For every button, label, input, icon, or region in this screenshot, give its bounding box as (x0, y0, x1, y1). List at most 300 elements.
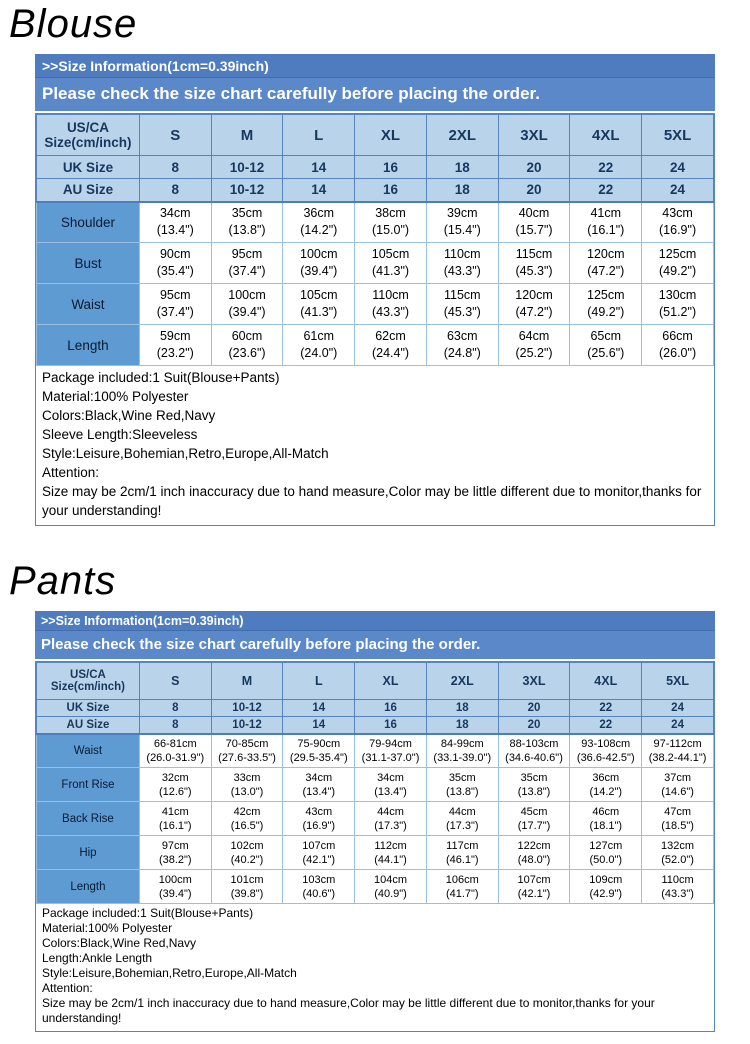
size-column-header: 3XL (498, 115, 570, 156)
cm-value: 110cm (661, 873, 694, 886)
inch-value: (42.1") (302, 853, 336, 866)
region-size-value: 24 (642, 717, 714, 734)
inch-value: (17.7") (517, 819, 551, 832)
inch-value: (45.3") (443, 305, 481, 319)
region-size-value: 16 (355, 156, 427, 179)
note-line: Package included:1 Suit(Blouse+Pants) (42, 370, 280, 385)
cm-value: 115cm (443, 288, 481, 302)
inch-value: (39.4") (158, 887, 192, 900)
size-column-header: 5XL (642, 115, 714, 156)
region-size-value: 8 (139, 700, 211, 717)
region-size-row (37, 717, 714, 734)
inch-value: (40.2") (230, 853, 264, 866)
measurement-cell (426, 734, 498, 768)
cm-value: 104cm (374, 873, 408, 886)
measurement-label: Shoulder (37, 202, 140, 243)
measurement-row (37, 202, 714, 243)
cm-value: 70-85cm (225, 737, 269, 750)
region-size-row (37, 179, 714, 202)
cm-value: 100cm (158, 873, 192, 886)
size-column-header: M (211, 115, 283, 156)
inch-value: (37.4") (228, 264, 266, 278)
region-size-value: 14 (283, 717, 355, 734)
region-size-value: 14 (283, 156, 355, 179)
inch-value: (13.4") (302, 785, 336, 798)
measurement-cell (498, 243, 570, 284)
cm-value: 100cm (228, 288, 266, 302)
size-column-header: S (139, 115, 211, 156)
inch-value: (43.3") (443, 264, 481, 278)
inch-value: (40.9") (374, 887, 407, 900)
cm-value: 117cm (446, 839, 479, 852)
size-notice-line: Please check the size chart carefully before placing the order. (35, 631, 715, 659)
inch-value: (37.4") (156, 305, 194, 319)
inch-value: (18.5") (661, 819, 694, 832)
cm-value: 33cm (233, 771, 261, 784)
measurement-cell (355, 202, 427, 243)
inch-value: (13.4") (156, 223, 194, 238)
region-size-value: 22 (570, 717, 642, 734)
inch-value: (23.2") (156, 346, 194, 360)
region-size-value: 24 (642, 156, 714, 179)
cm-value: 120cm (587, 247, 625, 261)
measurement-cell (570, 202, 642, 243)
measurement-cell (570, 243, 642, 284)
measurement-cell (426, 870, 498, 904)
measurement-cell (426, 284, 498, 325)
corner-line-1: US/CA (70, 669, 106, 681)
pants-title: Pants (9, 559, 117, 603)
size-info-line: >>Size Information(1cm=0.39inch) (35, 611, 715, 631)
inch-value: (49.2") (587, 305, 625, 319)
inch-value: (24.8") (443, 346, 481, 360)
inch-value: (16.5") (230, 819, 264, 832)
region-size-value: 22 (570, 179, 642, 202)
region-size-value: 8 (139, 717, 211, 734)
region-size-value: 8 (139, 156, 211, 179)
measurement-cell (426, 836, 498, 870)
cm-value: 37cm (664, 771, 692, 784)
measurement-cell (426, 202, 498, 243)
measurement-row (37, 768, 714, 802)
cm-value: 127cm (589, 839, 623, 852)
cm-value: 100cm (300, 247, 338, 261)
measurement-cell (283, 802, 355, 836)
cm-value: 122cm (517, 839, 551, 852)
cm-value: 39cm (446, 206, 478, 221)
inch-value: (27.6-33.5") (218, 751, 276, 764)
cm-value: 63cm (446, 329, 478, 343)
region-size-value: 14 (283, 179, 355, 202)
size-column-header: 4XL (570, 115, 642, 156)
cm-value: 112cm (374, 839, 407, 852)
measurement-label: Hip (37, 836, 140, 870)
cm-value: 43cm (662, 206, 693, 221)
cm-value: 110cm (443, 247, 481, 261)
measurement-cell (139, 284, 211, 325)
pants-size-table (36, 662, 714, 904)
cm-value: 90cm (159, 247, 191, 261)
measurement-row (37, 734, 714, 768)
inch-value: (41.7") (445, 887, 479, 900)
measurement-cell (426, 325, 498, 366)
measurement-cell (283, 284, 355, 325)
cm-value: 38cm (375, 206, 406, 221)
measurement-cell (139, 836, 211, 870)
measurement-cell (642, 802, 714, 836)
inch-value: (38.2") (158, 853, 192, 866)
note-line: Size may be 2cm/1 inch inaccuracy due to hand measure,Color may be little different due to monitor,thanks for your understanding! (42, 484, 702, 518)
cm-value: 103cm (302, 873, 336, 886)
measurement-cell (498, 836, 570, 870)
pants-section (0, 559, 750, 1044)
inch-value: (23.6") (228, 346, 266, 360)
cm-value: 97-112cm (653, 737, 702, 750)
measurement-cell (642, 836, 714, 870)
measurement-cell (355, 734, 427, 768)
cm-value: 40cm (518, 206, 550, 221)
measurement-cell (642, 870, 714, 904)
region-size-value: 20 (498, 717, 570, 734)
table-body (37, 734, 714, 904)
measurement-cell (211, 836, 283, 870)
cm-value: 65cm (590, 329, 622, 343)
measurement-cell (139, 325, 211, 366)
size-column-header: 2XL (426, 115, 498, 156)
cm-value: 59cm (159, 329, 191, 343)
measurement-row (37, 325, 714, 366)
measurement-cell (355, 243, 427, 284)
inch-value: (41.3") (371, 264, 410, 278)
inch-value: (48.0") (517, 853, 551, 866)
region-size-value: 18 (426, 156, 498, 179)
note-line: Material:100% Polyester (42, 921, 173, 935)
inch-value: (13.4") (374, 785, 407, 798)
inch-value: (52.0") (661, 853, 694, 866)
cm-value: 36cm (592, 771, 620, 784)
blouse-notes (36, 366, 714, 525)
region-size-value: 24 (642, 700, 714, 717)
cm-value: 35cm (231, 206, 263, 221)
inch-value: (41.3") (300, 305, 338, 319)
inch-value: (47.2") (587, 264, 625, 278)
region-size-value: 10-12 (211, 179, 283, 202)
region-size-value: 8 (139, 179, 211, 202)
inch-value: (12.6") (158, 785, 192, 798)
region-size-label: AU Size (37, 179, 140, 202)
cm-value: 110cm (372, 288, 409, 302)
measurement-cell (570, 836, 642, 870)
note-line: Sleeve Length:Sleeveless (42, 427, 198, 442)
measurement-cell (498, 325, 570, 366)
table-header (37, 663, 714, 734)
measurement-cell (498, 284, 570, 325)
cm-value: 36cm (303, 206, 335, 221)
size-column-header: 5XL (642, 663, 714, 700)
cm-value: 107cm (517, 873, 551, 886)
measurement-cell (642, 202, 714, 243)
size-header-row (37, 115, 714, 156)
inch-value: (39.4") (228, 305, 266, 319)
corner-cell (37, 663, 140, 700)
cm-value: 66cm (662, 329, 693, 343)
measurement-cell (139, 734, 211, 768)
cm-value: 46cm (592, 805, 620, 818)
inch-value: (43.3") (371, 305, 410, 319)
measurement-cell (355, 284, 427, 325)
measurement-cell (139, 202, 211, 243)
blouse-size-table (36, 114, 714, 366)
cm-value: 84-99cm (440, 737, 484, 750)
inch-value: (17.3") (445, 819, 479, 832)
size-column-header: M (211, 663, 283, 700)
size-column-header: 3XL (498, 663, 570, 700)
measurement-label: Bust (37, 243, 140, 284)
inch-value: (14.2") (300, 223, 338, 238)
measurement-cell (570, 870, 642, 904)
inch-value: (31.1-37.0") (361, 751, 420, 764)
cm-value: 105cm (300, 288, 338, 302)
inch-value: (13.0") (230, 785, 264, 798)
corner-line-1: US/CA (66, 120, 109, 135)
note-line: Style:Leisure,Bohemian,Retro,Europe,All-Match (42, 966, 297, 980)
inch-value: (18.1") (589, 819, 623, 832)
size-header-row (37, 663, 714, 700)
measurement-row (37, 836, 714, 870)
measurement-cell (283, 734, 355, 768)
cm-value: 93-108cm (581, 737, 631, 750)
measurement-cell (283, 836, 355, 870)
region-size-value: 18 (426, 717, 498, 734)
inch-value: (38.2-44.1") (648, 751, 707, 764)
inch-value: (16.9") (302, 819, 336, 832)
size-column-header: 2XL (426, 663, 498, 700)
measurement-cell (283, 202, 355, 243)
inch-value: (29.5-35.4") (289, 751, 348, 764)
cm-value: 107cm (302, 839, 336, 852)
cm-value: 61cm (303, 329, 335, 343)
note-line: Attention: (42, 465, 100, 480)
measurement-cell (498, 870, 570, 904)
measurement-cell (139, 802, 211, 836)
corner-line-2: Size(cm/inch) (44, 135, 132, 150)
inch-value: (13.8") (517, 785, 551, 798)
region-size-value: 18 (426, 700, 498, 717)
inch-value: (42.9") (589, 887, 623, 900)
cm-value: 34cm (377, 771, 404, 784)
region-size-value: 20 (498, 156, 570, 179)
note-line: Material:100% Polyester (42, 389, 189, 404)
note-line: Colors:Black,Wine Red,Navy (42, 936, 197, 950)
measurement-cell (355, 836, 427, 870)
table-header (37, 115, 714, 202)
inch-value: (16.9") (659, 223, 697, 238)
region-size-value: 22 (570, 700, 642, 717)
region-size-value: 16 (355, 717, 427, 734)
measurement-cell (426, 802, 498, 836)
region-size-row (37, 156, 714, 179)
region-size-label: AU Size (37, 717, 140, 734)
cm-value: 66-81cm (153, 737, 197, 750)
note-line: Length:Ankle Length (42, 951, 153, 965)
measurement-label: Length (37, 325, 140, 366)
measurement-cell (570, 284, 642, 325)
note-line: Size may be 2cm/1 inch inaccuracy due to hand measure,Color may be little different due to monitor,thanks for your understanding! (42, 996, 655, 1025)
region-size-label: UK Size (37, 700, 140, 717)
measurement-row (37, 243, 714, 284)
size-column-header: XL (355, 663, 427, 700)
note-line: Package included:1 Suit(Blouse+Pants) (42, 906, 254, 920)
measurement-cell (498, 734, 570, 768)
inch-value: (39.8") (230, 887, 264, 900)
region-size-label: UK Size (37, 156, 140, 179)
cm-value: 125cm (658, 247, 697, 261)
measurement-row (37, 870, 714, 904)
inch-value: (35.4") (156, 264, 194, 278)
region-size-value: 10-12 (211, 717, 283, 734)
measurement-cell (139, 768, 211, 802)
size-column-header: XL (355, 115, 427, 156)
measurement-cell (283, 243, 355, 284)
measurement-cell (570, 734, 642, 768)
size-column-header: 4XL (570, 663, 642, 700)
region-size-value: 10-12 (211, 156, 283, 179)
measurement-cell (211, 734, 283, 768)
inch-value: (51.2") (659, 305, 697, 319)
measurement-cell (139, 870, 211, 904)
cm-value: 60cm (231, 329, 263, 343)
corner-line-2: Size(cm/inch) (50, 681, 126, 693)
measurement-cell (355, 325, 427, 366)
measurement-cell (498, 768, 570, 802)
inch-value: (43.3") (661, 887, 694, 900)
region-size-value: 24 (642, 179, 714, 202)
measurement-label: Front Rise (37, 768, 140, 802)
blouse-size-info-banner (35, 54, 715, 111)
inch-value: (42.1") (517, 887, 551, 900)
blouse-title: Blouse (9, 2, 138, 46)
measurement-cell (355, 802, 427, 836)
measurement-cell (642, 243, 714, 284)
cm-value: 34cm (159, 206, 191, 221)
inch-value: (47.2") (515, 305, 553, 319)
measurement-label: Waist (37, 734, 140, 768)
region-size-row (37, 700, 714, 717)
cm-value: 97cm (161, 839, 189, 852)
size-column-header: L (283, 115, 355, 156)
inch-value: (34.6-40.6") (505, 751, 563, 764)
inch-value: (49.2") (659, 264, 697, 278)
cm-value: 44cm (377, 805, 404, 818)
measurement-cell (211, 802, 283, 836)
region-size-value: 22 (570, 156, 642, 179)
inch-value: (25.2") (515, 346, 553, 360)
measurement-cell (426, 768, 498, 802)
pants-chart-box (35, 661, 715, 1032)
measurement-cell (642, 768, 714, 802)
cm-value: 64cm (518, 329, 550, 343)
cm-value: 88-103cm (509, 737, 559, 750)
inch-value: (33.1-39.0") (433, 751, 492, 764)
cm-value: 43cm (305, 805, 333, 818)
blouse-chart-box (35, 113, 715, 526)
cm-value: 109cm (589, 873, 623, 886)
cm-value: 106cm (445, 873, 479, 886)
measurement-cell (642, 734, 714, 768)
inch-value: (14.2") (589, 785, 623, 798)
measurement-cell (642, 284, 714, 325)
inch-value: (16.1") (158, 819, 192, 832)
cm-value: 115cm (515, 247, 553, 261)
region-size-value: 16 (355, 700, 427, 717)
measurement-cell (498, 202, 570, 243)
cm-value: 41cm (161, 805, 189, 818)
measurement-cell (211, 768, 283, 802)
measurement-cell (211, 325, 283, 366)
cm-value: 95cm (231, 247, 263, 261)
cm-value: 132cm (661, 839, 695, 852)
cm-value: 125cm (587, 288, 625, 302)
measurement-cell (211, 202, 283, 243)
measurement-cell (283, 870, 355, 904)
cm-value: 62cm (375, 329, 406, 343)
measurement-row (37, 284, 714, 325)
inch-value: (24.0") (300, 346, 338, 360)
measurement-cell (426, 243, 498, 284)
cm-value: 47cm (664, 805, 692, 818)
region-size-value: 14 (283, 700, 355, 717)
measurement-cell (355, 870, 427, 904)
inch-value: (16.1") (587, 223, 625, 238)
cm-value: 34cm (305, 771, 333, 784)
size-info-line: >>Size Information(1cm=0.39inch) (35, 54, 715, 78)
measurement-cell (211, 870, 283, 904)
inch-value: (40.6") (302, 887, 336, 900)
measurement-cell (642, 325, 714, 366)
inch-value: (17.3") (374, 819, 407, 832)
inch-value: (13.8") (445, 785, 479, 798)
inch-value: (39.4") (300, 264, 338, 278)
measurement-cell (139, 243, 211, 284)
measurement-cell (283, 325, 355, 366)
region-size-value: 18 (426, 179, 498, 202)
size-column-header: S (139, 663, 211, 700)
region-size-value: 20 (498, 700, 570, 717)
region-size-value: 16 (355, 179, 427, 202)
cm-value: 75-90cm (297, 737, 341, 750)
inch-value: (44.1") (374, 853, 407, 866)
measurement-cell (355, 768, 427, 802)
corner-cell (37, 115, 140, 156)
cm-value: 120cm (515, 288, 553, 302)
inch-value: (26.0") (659, 346, 697, 360)
inch-value: (15.0") (371, 223, 410, 238)
note-line: Style:Leisure,Bohemian,Retro,Europe,All-Match (42, 446, 329, 461)
size-notice-line: Please check the size chart carefully before placing the order. (35, 78, 715, 111)
measurement-cell (570, 325, 642, 366)
inch-value: (15.4") (443, 223, 481, 238)
region-size-value: 20 (498, 179, 570, 202)
cm-value: 42cm (233, 805, 261, 818)
cm-value: 130cm (658, 288, 697, 302)
inch-value: (13.8") (228, 223, 266, 238)
measurement-cell (498, 802, 570, 836)
measurement-label: Back Rise (37, 802, 140, 836)
cm-value: 41cm (590, 206, 622, 221)
cm-value: 79-94cm (369, 737, 412, 750)
table-body (37, 202, 714, 366)
cm-value: 102cm (230, 839, 264, 852)
